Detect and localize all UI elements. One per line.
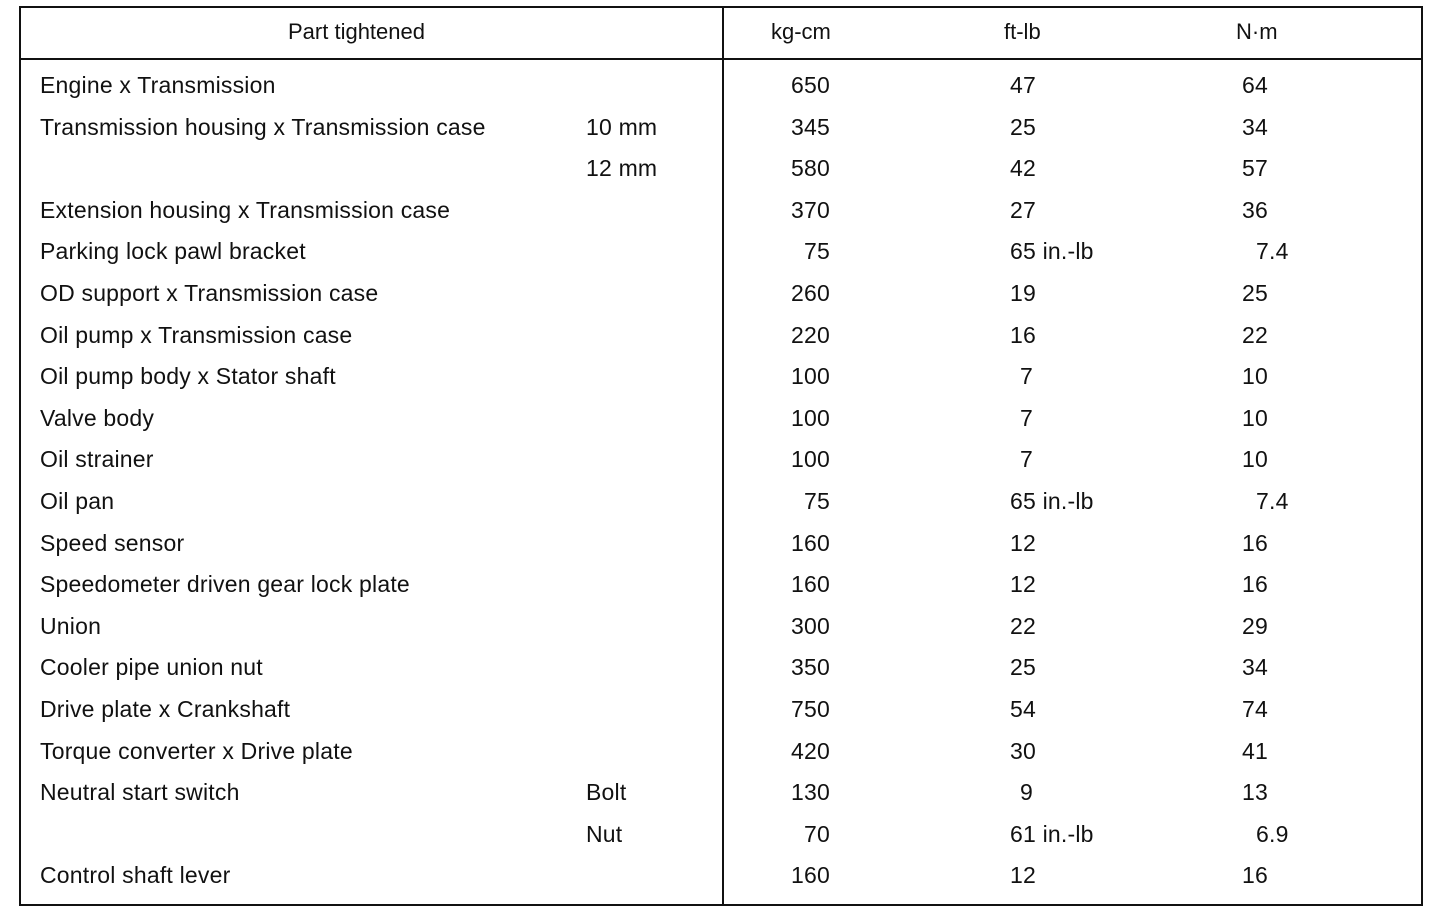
- table-row: [0, 860, 1456, 900]
- value-n-m: 41: [1242, 738, 1268, 764]
- table-row: [0, 569, 1456, 609]
- part-name: Oil strainer: [40, 446, 154, 472]
- value-n-m: 16: [1242, 571, 1268, 597]
- part-name: Oil pump x Transmission case: [40, 322, 353, 348]
- table-row: [0, 278, 1456, 318]
- value-ft-lb: 12: [1010, 530, 1036, 556]
- table-row: [0, 611, 1456, 651]
- value-ft-lb: 61 in.-lb: [1010, 821, 1094, 847]
- table-row: [0, 486, 1456, 526]
- header-ft-lb: ft-lb: [1004, 19, 1041, 44]
- value-n-m: 64: [1242, 72, 1268, 98]
- value-ft-lb: 65 in.-lb: [1010, 238, 1094, 264]
- table-row: [0, 112, 1456, 152]
- value-kg-cm: 100: [791, 405, 830, 431]
- value-ft-lb: 7: [1020, 363, 1033, 389]
- value-n-m: 74: [1242, 696, 1268, 722]
- part-name: OD support x Transmission case: [40, 280, 379, 306]
- part-name: Extension housing x Transmission case: [40, 197, 451, 223]
- table-row: [0, 777, 1456, 817]
- part-name: Engine x Transmission: [40, 72, 276, 98]
- part-name: Parking lock pawl bracket: [40, 238, 306, 264]
- value-n-m: 10: [1242, 405, 1268, 431]
- value-kg-cm: 300: [791, 613, 830, 639]
- table-row: [0, 694, 1456, 734]
- value-ft-lb: 27: [1010, 197, 1036, 223]
- part-name: Valve body: [40, 405, 155, 431]
- value-kg-cm: 160: [791, 571, 830, 597]
- value-ft-lb: 16: [1010, 322, 1036, 348]
- value-ft-lb: 22: [1010, 613, 1036, 639]
- value-ft-lb: 42: [1010, 155, 1036, 181]
- part-name: Transmission housing x Transmission case: [40, 114, 486, 140]
- value-kg-cm: 350: [791, 654, 830, 680]
- value-kg-cm: 750: [791, 696, 830, 722]
- value-n-m: 6.9: [1256, 821, 1289, 847]
- value-kg-cm: 220: [791, 322, 830, 348]
- value-ft-lb: 30: [1010, 738, 1036, 764]
- part-name: Neutral start switch: [40, 779, 240, 805]
- part-size: 10 mm: [586, 114, 658, 140]
- part-name: Speedometer driven gear lock plate: [40, 571, 410, 597]
- value-ft-lb: 12: [1010, 571, 1036, 597]
- value-kg-cm: 260: [791, 280, 830, 306]
- value-n-m: 22: [1242, 322, 1268, 348]
- value-ft-lb: 47: [1010, 72, 1036, 98]
- value-kg-cm: 370: [791, 197, 830, 223]
- value-kg-cm: 345: [791, 114, 830, 140]
- header-kg-cm: kg-cm: [771, 19, 831, 44]
- value-n-m: 10: [1242, 446, 1268, 472]
- value-n-m: 34: [1242, 654, 1268, 680]
- value-kg-cm: 100: [791, 446, 830, 472]
- value-kg-cm: 75: [804, 238, 830, 264]
- value-n-m: 16: [1242, 530, 1268, 556]
- header-part-tightened: Part tightened: [288, 19, 425, 44]
- header-n-m: N·m: [1236, 19, 1278, 44]
- value-ft-lb: 54: [1010, 696, 1036, 722]
- header-divider: [19, 58, 1423, 60]
- value-kg-cm: 70: [804, 821, 830, 847]
- table-row: [0, 403, 1456, 443]
- value-ft-lb: 7: [1020, 446, 1033, 472]
- value-n-m: 16: [1242, 862, 1268, 888]
- value-ft-lb: 65 in.-lb: [1010, 488, 1094, 514]
- table-row: [0, 736, 1456, 776]
- value-kg-cm: 650: [791, 72, 830, 98]
- table-row: [0, 444, 1456, 484]
- part-name: Oil pan: [40, 488, 115, 514]
- value-n-m: 10: [1242, 363, 1268, 389]
- table-row: [0, 819, 1456, 859]
- value-ft-lb: 25: [1010, 114, 1036, 140]
- table-row: [0, 652, 1456, 692]
- value-kg-cm: 160: [791, 862, 830, 888]
- value-kg-cm: 130: [791, 779, 830, 805]
- value-ft-lb: 9: [1020, 779, 1033, 805]
- part-name: Drive plate x Crankshaft: [40, 696, 291, 722]
- value-ft-lb: 12: [1010, 862, 1036, 888]
- part-size: Nut: [586, 821, 623, 847]
- part-name: Speed sensor: [40, 530, 185, 556]
- value-n-m: 36: [1242, 197, 1268, 223]
- value-kg-cm: 100: [791, 363, 830, 389]
- table-row: [0, 361, 1456, 401]
- value-kg-cm: 160: [791, 530, 830, 556]
- part-size: 12 mm: [586, 155, 658, 181]
- value-n-m: 13: [1242, 779, 1268, 805]
- table-row: [0, 195, 1456, 235]
- table-row: [0, 528, 1456, 568]
- table-row: [0, 70, 1456, 110]
- value-n-m: 29: [1242, 613, 1268, 639]
- value-ft-lb: 7: [1020, 405, 1033, 431]
- table-row: [0, 236, 1456, 276]
- value-kg-cm: 580: [791, 155, 830, 181]
- part-name: Torque converter x Drive plate: [40, 738, 353, 764]
- part-name: Union: [40, 613, 102, 639]
- part-size: Bolt: [586, 779, 627, 805]
- part-name: Control shaft lever: [40, 862, 231, 888]
- value-n-m: 7.4: [1256, 238, 1289, 264]
- value-n-m: 7.4: [1256, 488, 1289, 514]
- part-name: Cooler pipe union nut: [40, 654, 263, 680]
- value-kg-cm: 75: [804, 488, 830, 514]
- value-n-m: 25: [1242, 280, 1268, 306]
- value-ft-lb: 25: [1010, 654, 1036, 680]
- value-kg-cm: 420: [791, 738, 830, 764]
- value-n-m: 34: [1242, 114, 1268, 140]
- table-row: [0, 153, 1456, 193]
- table-row: [0, 320, 1456, 360]
- value-ft-lb: 19: [1010, 280, 1036, 306]
- value-n-m: 57: [1242, 155, 1268, 181]
- part-name: Oil pump body x Stator shaft: [40, 363, 336, 389]
